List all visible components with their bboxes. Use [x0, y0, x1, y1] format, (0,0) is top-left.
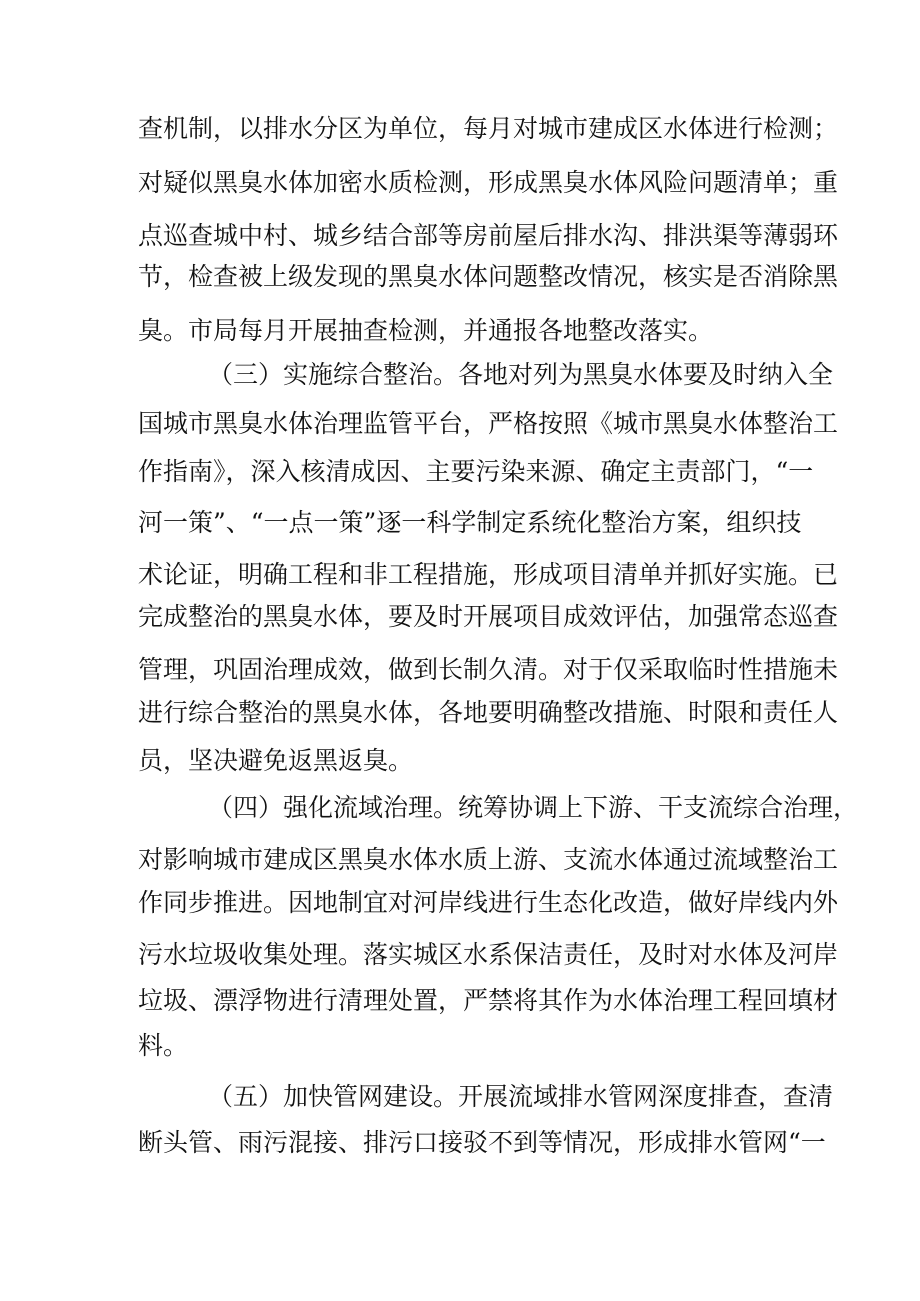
text-line: 作指南》，深入核清成因、主要污染来源、确定主责部门，“一	[138, 457, 814, 486]
text-line: 河一策”、“一点一策”逐一科学制定系统化整治方案，组织技	[138, 508, 802, 537]
text-line: 污水垃圾收集处理。落实城区水系保洁责任，及时对水体及河岸	[138, 940, 839, 969]
text-line: 节，检查被上级发现的黑臭水体问题整改情况，核实是否消除黑	[138, 262, 839, 291]
text-line: 员，坚决避免返黑返臭。	[138, 746, 414, 775]
paragraph-first-line: （五）加快管网建设。开展流域排水管网深度排查，查清	[208, 1082, 834, 1111]
text-line: 断头管、雨污混接、排污口接驳不到等情况，形成排水管网“一	[138, 1128, 826, 1157]
text-line: 垃圾、漂浮物进行清理处置，严禁将其作为水体治理工程回填材	[138, 986, 839, 1015]
text-line: 对影响城市建成区黑臭水体水质上游、支流水体通过流域整治工	[138, 845, 839, 874]
paragraph-first-line: （三）实施综合整治。各地对列为黑臭水体要及时纳入全	[208, 360, 834, 389]
text-line: 国城市黑臭水体治理监管平台，严格按照《城市黑臭水体整治工	[138, 409, 839, 438]
text-line: 点巡查城中村、城乡结合部等房前屋后排水沟、排洪渠等薄弱环	[138, 221, 839, 250]
text-line: 完成整治的黑臭水体，要及时开展项目成效评估，加强常态巡查	[138, 602, 839, 631]
text-line: 料。	[138, 1031, 189, 1060]
text-line: 术论证，明确工程和非工程措施，形成项目清单并抓好实施。已	[138, 560, 839, 589]
text-line: 作同步推进。因地制宜对河岸线进行生态化改造，做好岸线内外	[138, 888, 839, 917]
paragraph-first-line: （四）强化流域治理。统筹协调上下游、干支流综合治理，	[208, 793, 859, 822]
text-line: 进行综合整治的黑臭水体，各地要明确整改措施、时限和责任人	[138, 698, 839, 727]
text-line: 臭。市局每月开展抽查检测，并通报各地整改落实。	[138, 316, 714, 345]
text-line: 查机制，以排水分区为单位，每月对城市建成区水体进行检测；	[138, 114, 839, 143]
text-line: 对疑似黑臭水体加密水质检测，形成黑臭水体风险问题清单；重	[138, 168, 839, 197]
text-line: 管理，巩固治理成效，做到长制久清。对于仅采取临时性措施未	[138, 655, 839, 684]
